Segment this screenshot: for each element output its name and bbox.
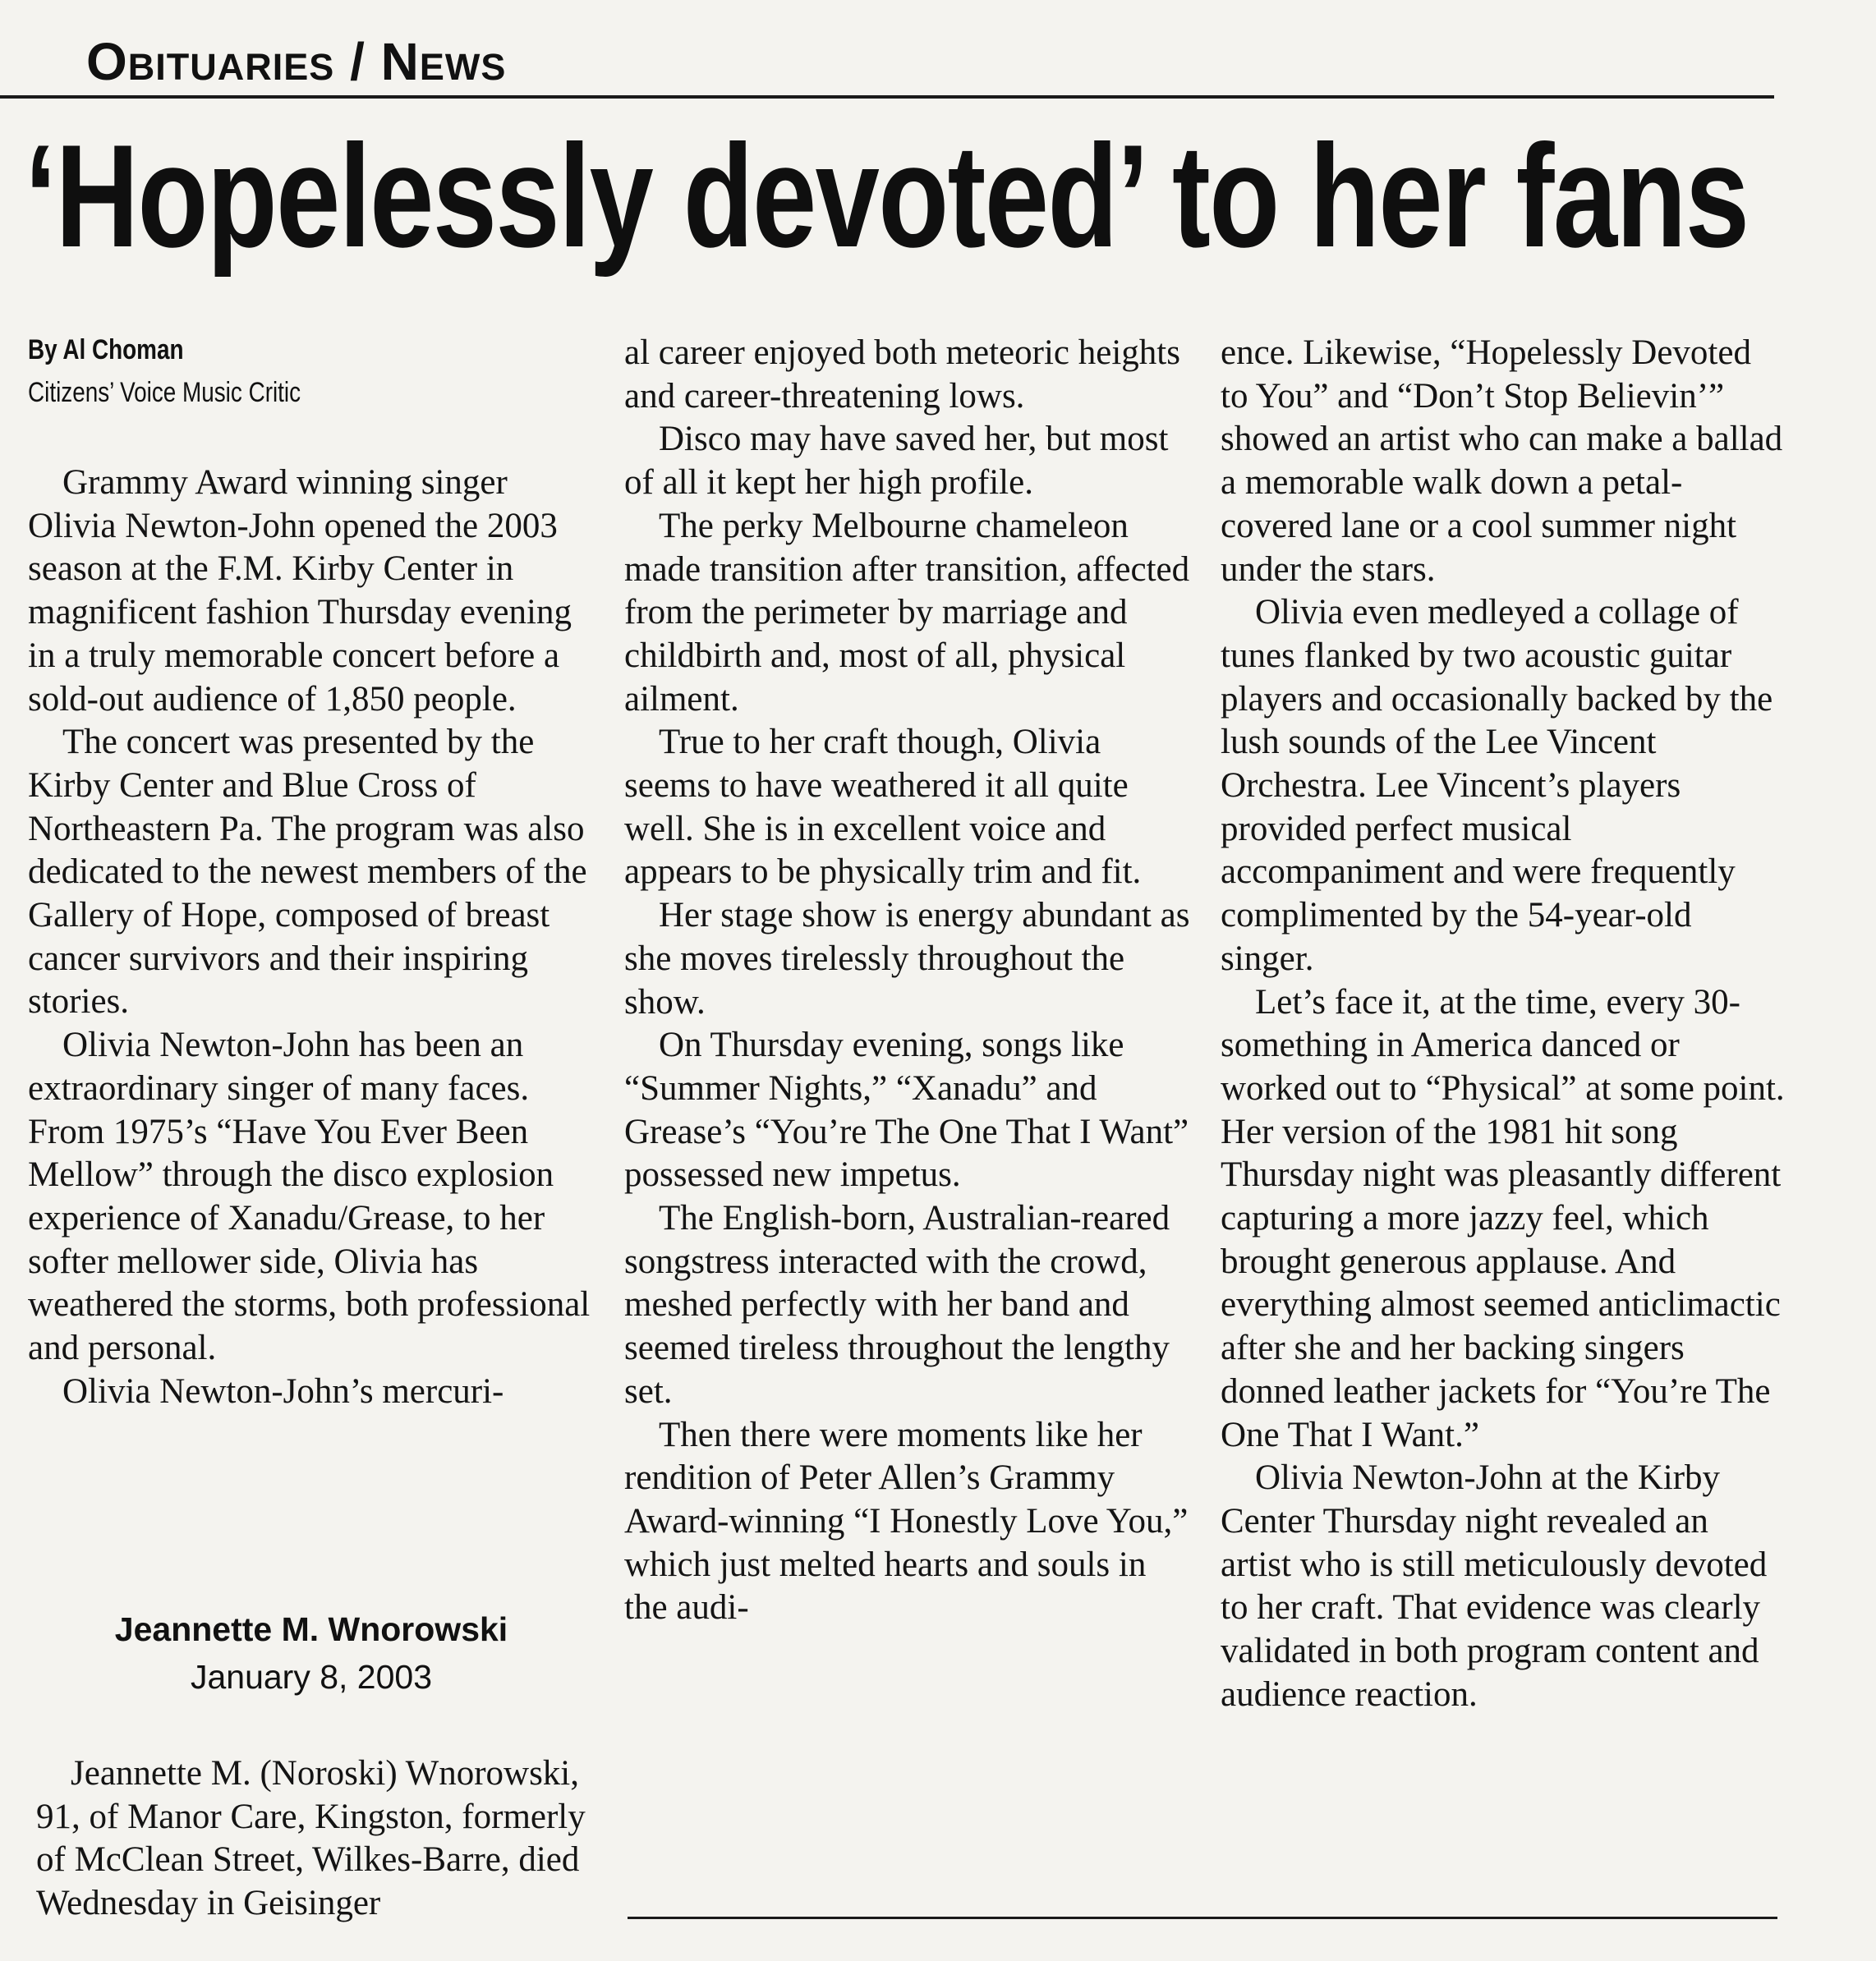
article-paragraph: The concert was presented by the Kirby Center and Blue Cross of Northeastern Pa. The program was also dedicated to the newest members of the Gallery of Hope, composed of breast cancer survivors and their inspiring stories. — [28, 723, 587, 1022]
article-column-1 — [28, 462, 595, 1413]
byline-title: Citizens’ Voice Music Critic — [28, 377, 301, 408]
article-paragraph: On Thursday evening, songs like “Summer Nights,” “Xanadu” and Grease’s “You’re The One That I Want” possessed new impetus. — [624, 1026, 1189, 1195]
article-paragraph: Grammy Award winning singer Olivia Newton-John opened the 2003 season at the F.M. Kirby Center in magnificent fashion Thursday evening in a truly memorable concert before a sold-out audience of 1,850 people. — [28, 463, 572, 719]
byline — [28, 328, 301, 414]
article-paragraph: Olivia Newton-John’s mercuri- — [62, 1371, 504, 1411]
section-header: Obituaries / News — [86, 32, 507, 91]
obituary-text-column — [36, 1752, 603, 1926]
article-paragraph: Olivia Newton-John has been an extraordinary singer of many faces. From 1975’s “Have You Ever Been Mellow” through the disco explosion experience of Xanadu/Grease, to her softer mellower side, Olivia has weathered the storms, both professional and personal. — [28, 1026, 591, 1368]
obituary-paragraph: Jeannette M. (Noroski) Wnorowski, 91, of Manor Care, Kingston, formerly of McClean Street, Wilkes-Barre, died Wednesday in Geisinger — [36, 1754, 586, 1923]
article-paragraph: True to her craft though, Olivia seems to have weathered it all quite well. She is in excellent voice and appears to be physically trim and fit. — [624, 723, 1142, 892]
article-paragraph: Her stage show is energy abundant as she moves tirelessly throughout the show. — [624, 896, 1190, 1022]
article-paragraph: The English-born, Australian-reared songstress interacted with the crowd, meshed perfectly with her band and seemed tireless throughout the lengthy set. — [624, 1199, 1170, 1411]
article-paragraph-continued: al career enjoyed both meteoric heights and career-threatening lows. — [624, 333, 1180, 416]
article-column-3 — [1221, 332, 1787, 1717]
byline-author: By Al Choman — [28, 334, 184, 365]
article-paragraph: Olivia even medleyed a collage of tunes flanked by two acoustic guitar players and occasionally backed by the lush sounds of the Lee Vincent Orchestra. Lee Vincent’s players provided perfect musical accompaniment and were frequently complimented by the 54-year-old singer. — [1221, 593, 1773, 978]
bottom-rule — [628, 1917, 1777, 1919]
article-paragraph: The perky Melbourne chameleon made transition after transition, affected from the perimeter by marriage and childbirth and, most of all, physical ailment. — [624, 506, 1190, 719]
article-paragraph: Disco may have saved her, but most of all it kept her high profile. — [624, 420, 1169, 503]
top-rule — [0, 95, 1774, 99]
headline: ‘Hopelessly devoted’ to her fans — [25, 114, 1749, 278]
obituary-date: January 8, 2003 — [190, 1658, 433, 1696]
obituary-name: Jeannette M. Wnorowski — [114, 1610, 508, 1648]
article-paragraph: Then there were moments like her rendition of Peter Allen’s Grammy Award-winning “I Honestly Love You,” which just melted hearts and souls in the audi- — [624, 1415, 1189, 1628]
article-paragraph-continued: ence. Likewise, “Hopelessly Devoted to You” and “Don’t Stop Believin’” showed an artist who can make a ballad a memorable walk down a petal-covered lane or a cool summer night under the stars. — [1221, 333, 1783, 589]
obituary-heading — [28, 1605, 595, 1701]
article-paragraph: Olivia Newton-John at the Kirby Center Thursday night revealed an artist who is still meticulously devoted to her craft. That evidence was clearly validated in both program content and audience reaction. — [1221, 1458, 1768, 1714]
article-column-2 — [624, 332, 1191, 1630]
article-paragraph: Let’s face it, at the time, every 30-something in America danced or worked out to “Physical” at some point. Her version of the 1981 hit song Thursday night was pleasantly different capturing a more jazzy feel, which brought generous applause. And everything almost seemed anticlimactic after she and her backing singers donned leather jackets for “You’re The One That I Want.” — [1221, 982, 1785, 1454]
